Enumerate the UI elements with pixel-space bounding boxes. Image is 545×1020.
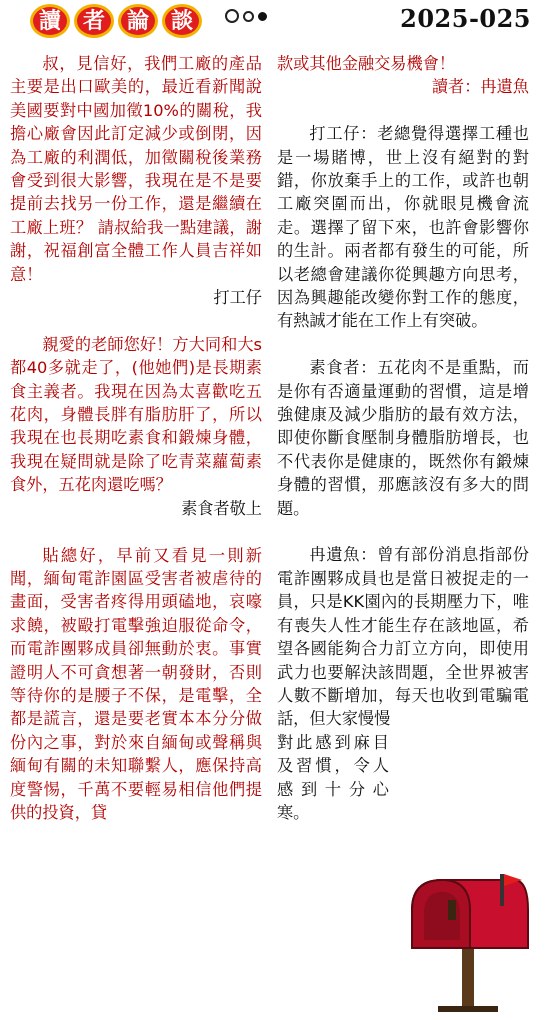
letter-scam-continued: 款或其他金融交易機會！ [277,54,456,73]
reply-vegetarian: 素食者：五花肉不是重點，而是你有否適量運動的習慣，這是增強健康及減少脂肪的最有效方法，即使你斷食壓制身體脂肪增長，也不代表你是健康的，既然你有鍛煉身體的習慣，那應該沒有多大的問題。 [277,358,529,518]
decorative-dots [225,9,267,23]
column-title [30,4,202,38]
circle-icon [225,9,239,23]
dot-icon [258,12,267,21]
right-column [277,52,529,824]
title-badge: 讀 [30,4,70,38]
reply-worker: 打工仔：老總覺得選擇工種也是一場賭博，世上沒有絕對的對錯，你放棄手上的工作，或許也朝工廠突圍而出，你就眼見機會流走。選擇了留下來，也許會影響你的生計。兩者都有發生的可能，所以老總會建議你從興趣方向思考，因為興趣能改變你對工作的態度，有熱誠才能在工作上有突破。 [277,124,529,331]
reply-scam-tail: 對此感到麻目及習慣，令人感到十分心寒。 [277,732,389,822]
left-column [10,52,262,824]
title-badge: 者 [74,4,114,38]
circle-icon [243,11,254,22]
letter-vegetarian: 親愛的老師您好！方大同和大s都40多就走了，(他她們)是長期素食主義者。我現在因為太喜歡吃五花肉，身體長胖有脂肪肝了，所以我現在也長期吃素食和鍛煉身體，我現在疑問就是除了吃青菜蘿蔔素食外，五花肉還吃嗎？ [10,334,262,495]
issue-number: 2025-025 [400,4,531,33]
title-badge: 談 [162,4,202,38]
signature-vegetarian: 素食者敬上 [181,498,262,518]
title-badge: 論 [118,4,158,38]
reply-scam: 冉遺魚：曾有部份消息指部份電詐團夥成員也是當日被捉走的一員，只是KK園內的長期壓力下，唯有喪失人性才能生存在該地區，希望各國能夠合力訂立方向，即使用武力也要解決該問題，全世界被害人數不斷增加，每天也收到電騙電話，但大家慢慢 [277,545,529,729]
signature-scam: 讀者：冉遺魚 [431,77,529,97]
signature-worker: 打工仔 [213,288,262,308]
letter-worker: 叔，見信好，我們工廠的產品主要是出口歐美的，最近看新聞說美國要對中國加徵10%的關稅，我擔心廠會因此訂定減少或倒閉，因為工廠的利潤低，加徵關稅後業務會受到很大影響，我現在是不是要提前去找另一份工作，還是繼續在工廠上班？ 請叔給我一點建議，謝謝，祝福創富全體工作人員吉祥如意！ [10,54,262,284]
header [0,0,545,42]
mailbox-icon [404,870,532,1012]
letter-scam: 貼總好，早前又看見一則新聞，緬甸電詐園區受害者被虐待的畫面，受害者疼得用頭磕地，哀嚎求饒，被毆打電擊強迫服從命令，而電詐團夥成員卻無動於衷。事實證明人不可貪想著一朝發財，否則等待你的是腰子不保，是電擊，全都是謊言，還是要老實本本分分做份內之事，對於來自緬甸或聲稱與緬甸有關的未知聯繫人，應保持高度警惕，千萬不要輕易相信他們提供的投資，貸 [10,545,262,822]
